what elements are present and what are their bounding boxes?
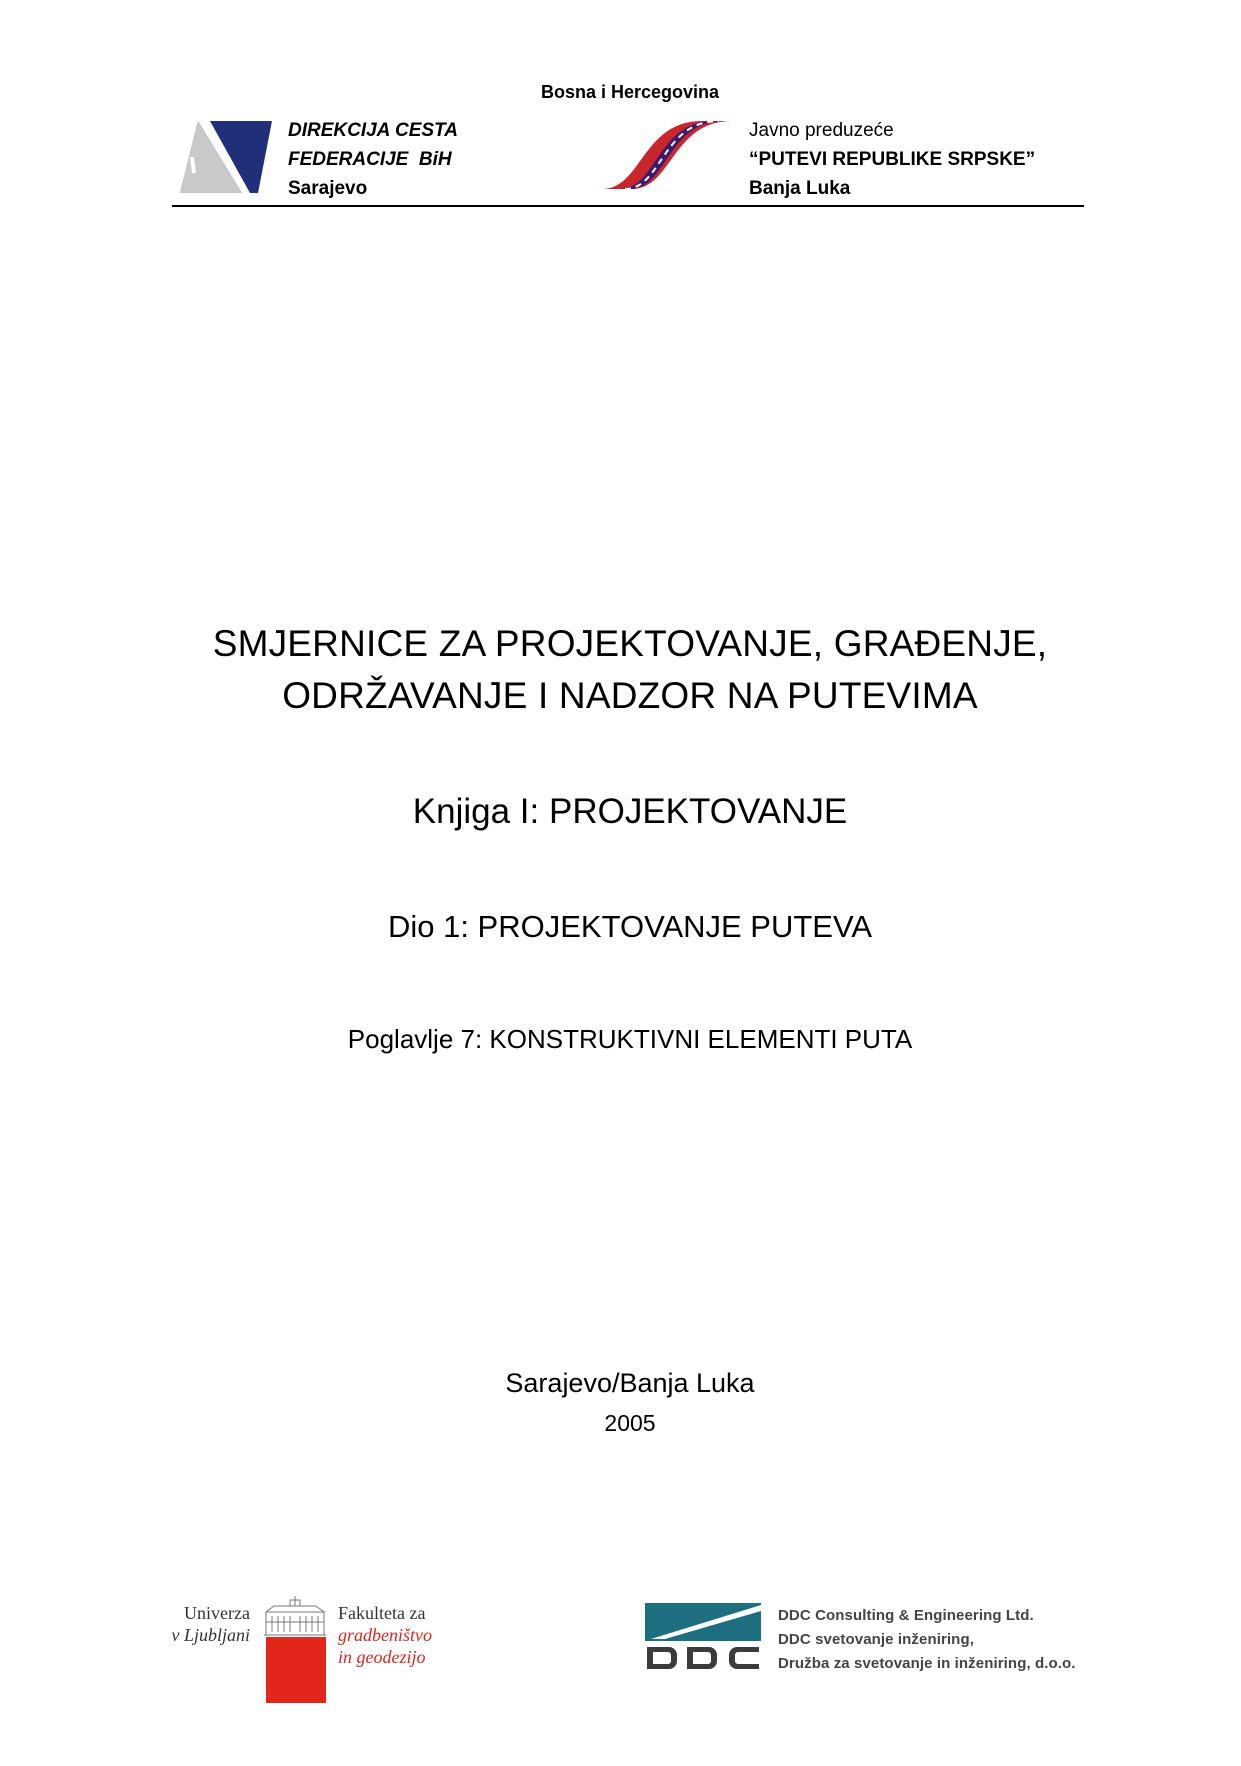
document-title [0,618,1241,722]
putevi-rs-logo [602,121,732,189]
ddc-line3: Družba za svetovanje in inženiring, d.o.o. [778,1655,1076,1672]
faculty-line2: gradbeništvo [338,1625,432,1645]
faculty-line3: in geodezijo [338,1647,426,1667]
year-label: 2005 [604,1410,656,1436]
part-label: Dio 1: PROJEKTOVANJE PUTEVA [387,909,873,944]
ddc-line1: DDC Consulting & Engineering Ltd. [778,1607,1034,1624]
ddc-line2: DDC svetovanje inženiring, [778,1631,974,1648]
faculty-red-block [266,1637,326,1703]
chapter-label: Poglavlje 7: KONSTRUKTIVNI ELEMENTI PUTA [347,1024,913,1054]
faculty-line1: Fakulteta za [338,1603,426,1623]
ddc-logo [645,1603,761,1671]
right-org-line1: Javno preduzeće [749,120,894,141]
place-label: Sarajevo/Banja Luka [505,1368,755,1398]
right-org-city: Banja Luka [749,178,851,199]
university-line1: Univerza [184,1603,250,1623]
country-label: Bosna i Hercegovina [540,82,720,102]
header-divider [172,205,1084,207]
title-line2: ODRŽAVANJE I NADZOR NA PUTEVIMA [282,675,978,716]
right-org-text [749,116,1035,203]
title-line1: SMJERNICE ZA PROJEKTOVANJE, GRAĐENJE, [212,623,1048,664]
ddc-text [778,1604,1076,1676]
left-org-city: Sarajevo [288,178,368,199]
university-building-logo [264,1596,326,1636]
left-org-text [288,116,458,203]
university-name [150,1602,250,1646]
faculty-name [338,1602,432,1668]
book-label: Knjiga I: PROJEKTOVANJE [412,792,848,831]
right-org-line2: “PUTEVI REPUBLIKE SRPSKE” [749,149,1036,170]
university-line2: v Ljubljani [171,1625,250,1645]
direkcija-cesta-logo [180,121,272,193]
left-org-line1: DIREKCIJA CESTA [288,120,458,141]
left-org-line2: FEDERACIJE BiH [288,149,452,170]
